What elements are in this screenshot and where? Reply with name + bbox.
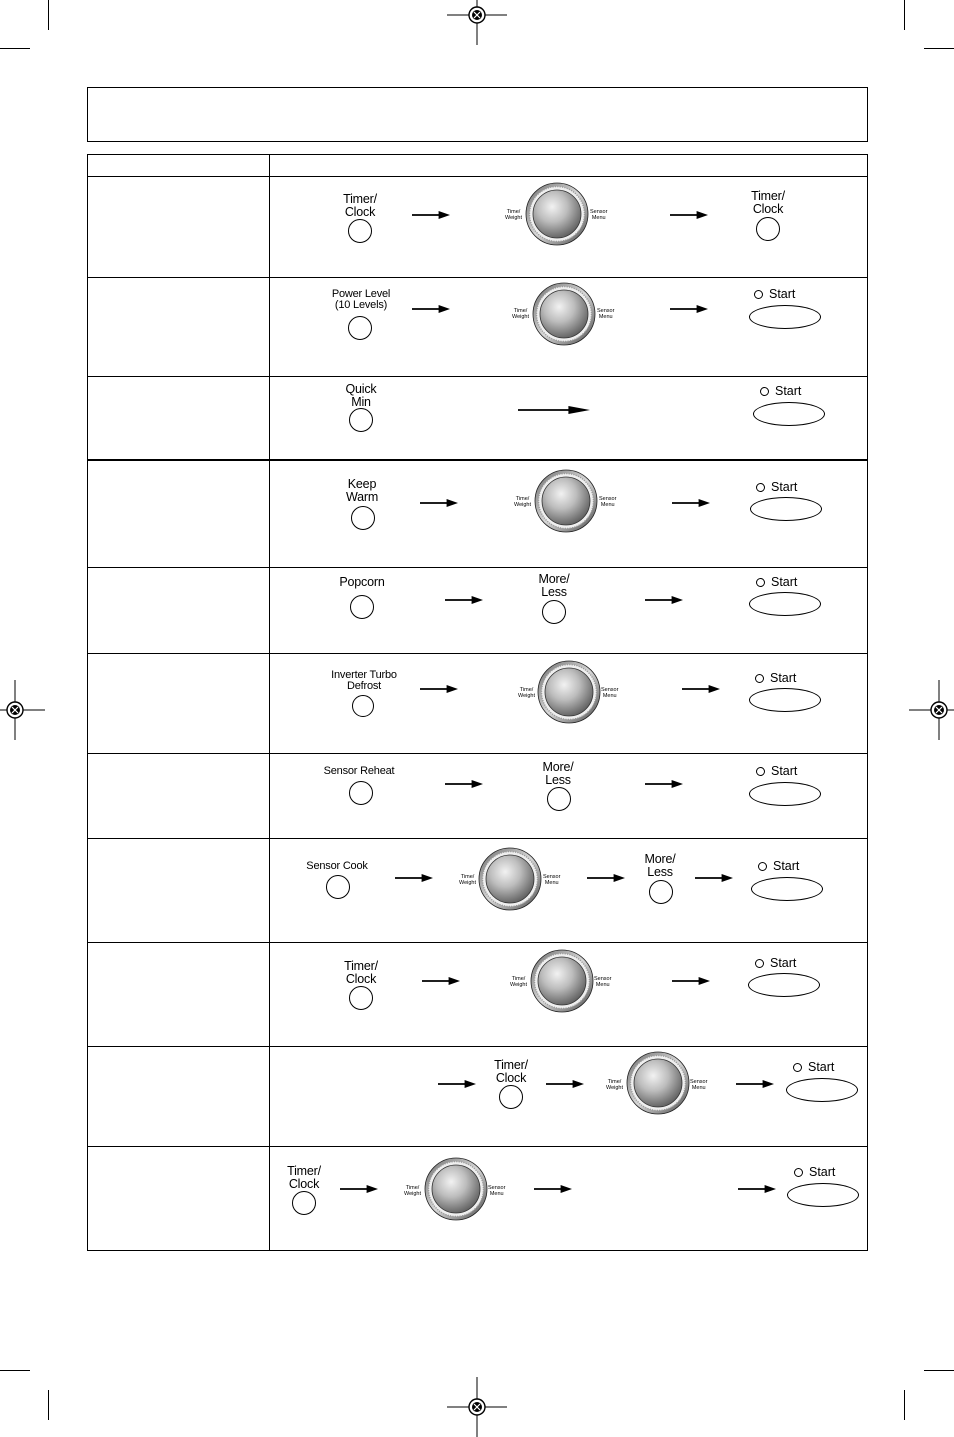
registration-mark-icon <box>0 680 45 740</box>
registration-mark-icon <box>447 0 507 45</box>
timer-clock-button[interactable] <box>756 217 780 241</box>
dial-right-label: Sensor Menu <box>597 308 615 320</box>
arrow-right-icon <box>412 305 450 313</box>
crop-mark <box>0 1370 30 1371</box>
more-less-label: More/ Less <box>538 572 570 599</box>
dial-knob-icon[interactable] <box>626 1051 690 1115</box>
inverter-turbo-defrost-button[interactable] <box>352 695 374 717</box>
start-button[interactable] <box>748 973 820 997</box>
start-label: Start <box>793 1061 834 1074</box>
arrow-right-icon <box>682 685 720 693</box>
header-box <box>87 87 868 142</box>
power-level-button[interactable] <box>348 316 372 340</box>
dial-right-label: Sensor Menu <box>488 1185 506 1197</box>
arrow-right-icon <box>546 1080 584 1088</box>
row-divider <box>87 1146 868 1147</box>
arrow-right-icon <box>645 596 683 604</box>
arrow-right-icon <box>534 1185 572 1193</box>
row-divider <box>87 838 868 839</box>
sensor-cook-label: Sensor Cook <box>306 860 368 872</box>
arrow-right-icon <box>445 780 483 788</box>
start-indicator-icon <box>793 1063 802 1072</box>
start-label: Start <box>754 288 795 301</box>
more-less-label: More/ Less <box>542 760 574 787</box>
start-label: Start <box>794 1166 835 1179</box>
start-button[interactable] <box>749 592 821 616</box>
arrow-right-icon <box>736 1080 774 1088</box>
popcorn-label: Popcorn <box>339 575 385 589</box>
keep-warm-button[interactable] <box>351 506 375 530</box>
row-divider <box>87 653 868 654</box>
arrow-right-icon <box>438 1080 476 1088</box>
crop-mark <box>48 1390 49 1420</box>
start-button[interactable] <box>786 1078 858 1102</box>
arrow-right-icon <box>445 596 483 604</box>
arrow-right-icon <box>695 874 733 882</box>
quick-min-label: Quick Min <box>345 382 377 409</box>
row-divider <box>87 376 868 377</box>
start-indicator-icon <box>756 483 765 492</box>
row-divider <box>87 1046 868 1047</box>
arrow-right-icon <box>518 406 590 414</box>
start-label: Start <box>755 672 796 685</box>
start-button[interactable] <box>749 305 821 329</box>
dial-knob-icon[interactable] <box>424 1157 488 1221</box>
more-less-button[interactable] <box>649 880 673 904</box>
start-button[interactable] <box>753 402 825 426</box>
arrow-right-icon <box>670 211 708 219</box>
row-divider <box>87 942 868 943</box>
timer-clock-label: Timer/ Clock <box>751 189 785 216</box>
keep-warm-label: Keep Warm <box>345 477 379 504</box>
sensor-cook-button[interactable] <box>326 875 350 899</box>
dial-right-label: Sensor Menu <box>601 687 619 699</box>
popcorn-button[interactable] <box>350 595 374 619</box>
dial-knob-icon[interactable] <box>478 847 542 911</box>
row-divider <box>87 459 868 461</box>
start-label: Start <box>755 957 796 970</box>
arrow-right-icon <box>645 780 683 788</box>
sensor-reheat-button[interactable] <box>349 781 373 805</box>
dial-left-label: Time/ Weight <box>459 874 477 886</box>
dial-left-label: Time/ Weight <box>512 308 530 320</box>
dial-knob-icon[interactable] <box>530 949 594 1013</box>
start-button[interactable] <box>749 688 821 712</box>
start-indicator-icon <box>755 959 764 968</box>
arrow-right-icon <box>420 499 458 507</box>
inverter-turbo-defrost-label: Inverter Turbo Defrost <box>331 669 397 692</box>
arrow-right-icon <box>422 977 460 985</box>
dial-left-label: Time/ Weight <box>518 687 536 699</box>
arrow-right-icon <box>672 499 710 507</box>
crop-mark <box>904 1390 905 1420</box>
dial-left-label: Time/ Weight <box>606 1079 624 1091</box>
dial-knob-icon[interactable] <box>537 660 601 724</box>
start-button[interactable] <box>749 782 821 806</box>
dial-right-label: Sensor Menu <box>594 976 612 988</box>
dial-left-label: Time/ Weight <box>404 1185 422 1197</box>
start-button[interactable] <box>787 1183 859 1207</box>
column-divider <box>269 154 270 1251</box>
arrow-right-icon <box>670 305 708 313</box>
row-divider <box>87 277 868 278</box>
timer-clock-button[interactable] <box>349 986 373 1010</box>
arrow-right-icon <box>412 211 450 219</box>
dial-left-label: Time/ Weight <box>505 209 523 221</box>
crop-mark <box>904 0 905 30</box>
timer-clock-button[interactable] <box>348 219 372 243</box>
timer-clock-label: Timer/ Clock <box>343 192 377 219</box>
arrow-right-icon <box>420 685 458 693</box>
dial-right-label: Sensor Menu <box>590 209 608 221</box>
more-less-button[interactable] <box>547 787 571 811</box>
crop-mark <box>0 48 30 49</box>
dial-right-label: Sensor Menu <box>690 1079 708 1091</box>
start-indicator-icon <box>760 387 769 396</box>
arrow-right-icon <box>587 874 625 882</box>
start-label: Start <box>756 481 797 494</box>
timer-clock-label: Timer/ Clock <box>344 959 378 986</box>
power-level-label: Power Level (10 Levels) <box>331 288 391 311</box>
timer-clock-label: Timer/ Clock <box>287 1164 321 1191</box>
start-button[interactable] <box>751 877 823 901</box>
row-divider <box>87 176 868 177</box>
start-indicator-icon <box>758 862 767 871</box>
quick-min-button[interactable] <box>349 408 373 432</box>
dial-knob-icon[interactable] <box>525 182 589 246</box>
registration-mark-icon <box>909 680 954 740</box>
more-less-button[interactable] <box>542 600 566 624</box>
row-divider <box>87 567 868 568</box>
dial-right-label: Sensor Menu <box>543 874 561 886</box>
start-indicator-icon <box>756 767 765 776</box>
start-button[interactable] <box>750 497 822 521</box>
dial-left-label: Time/ Weight <box>514 496 532 508</box>
start-indicator-icon <box>754 290 763 299</box>
arrow-right-icon <box>672 977 710 985</box>
timer-clock-button[interactable] <box>292 1191 316 1215</box>
sensor-reheat-label: Sensor Reheat <box>323 765 395 777</box>
timer-clock-label: Timer/ Clock <box>494 1058 528 1085</box>
crop-mark <box>924 1370 954 1371</box>
dial-right-label: Sensor Menu <box>599 496 617 508</box>
more-less-label: More/ Less <box>644 852 676 879</box>
start-label: Start <box>756 576 797 589</box>
arrow-right-icon <box>340 1185 378 1193</box>
dial-knob-icon[interactable] <box>534 469 598 533</box>
crop-mark <box>924 48 954 49</box>
start-indicator-icon <box>756 578 765 587</box>
start-indicator-icon <box>794 1168 803 1177</box>
row-divider <box>87 753 868 754</box>
crop-mark <box>48 0 49 30</box>
start-label: Start <box>756 765 797 778</box>
arrow-right-icon <box>395 874 433 882</box>
start-label: Start <box>760 385 801 398</box>
arrow-right-icon <box>738 1185 776 1193</box>
start-label: Start <box>758 860 799 873</box>
timer-clock-button[interactable] <box>499 1085 523 1109</box>
dial-left-label: Time/ Weight <box>510 976 528 988</box>
dial-knob-icon[interactable] <box>532 282 596 346</box>
start-indicator-icon <box>755 674 764 683</box>
registration-mark-icon <box>447 1377 507 1437</box>
